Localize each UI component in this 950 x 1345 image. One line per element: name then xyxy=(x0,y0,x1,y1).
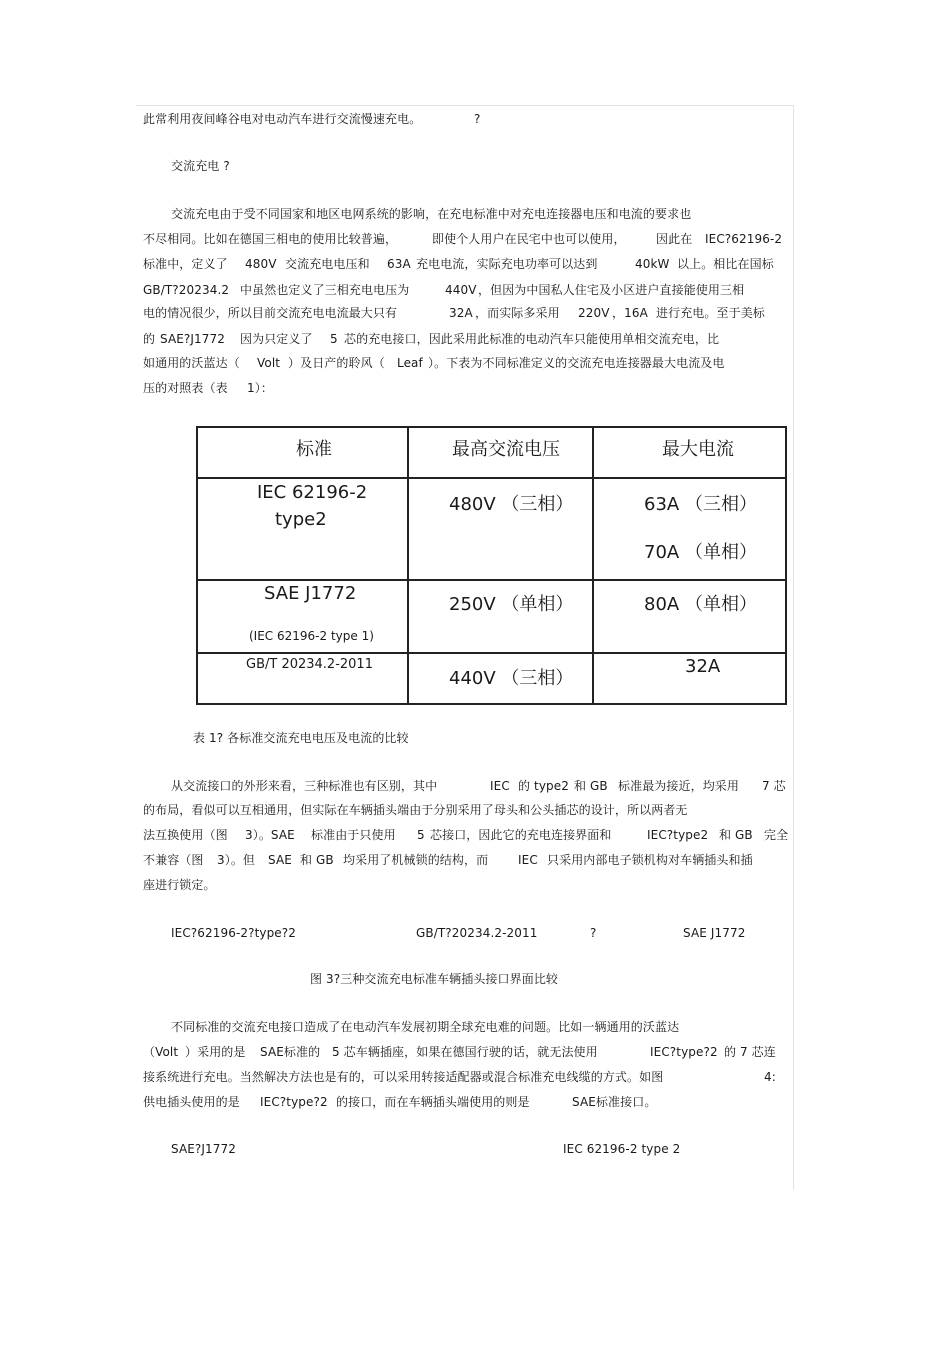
p2-line-1b: IEC xyxy=(490,779,510,793)
p2-line-4b: 3）。但 xyxy=(217,853,256,867)
std-iec-line2: type2 xyxy=(275,509,327,530)
voltage-gb: 440V （三相） xyxy=(449,668,574,689)
p1-line-8b: 1）： xyxy=(247,381,273,395)
fig3-label-mark: ? xyxy=(590,926,597,940)
p3-line-4b: IEC?type?2 xyxy=(260,1095,328,1109)
p1-line-2b: 即使个人用户在民宅中也可以使用， xyxy=(432,232,626,246)
p2-line-3e: 芯接口，因此它的充电连接界面和 xyxy=(430,828,612,842)
p1-line-1: 交流充电由于受不同国家和地区电网系统的影响，在充电标准中对充电连接器电压和电流的要求也 xyxy=(171,207,692,221)
p1-line-2d: IEC?62196-2 xyxy=(705,232,783,246)
cell-current xyxy=(593,478,786,580)
current-iec-3phase: 63A （三相） xyxy=(644,494,757,515)
p1-line-5a: 电的情况很少，所以目前交流充电电流最大只有 xyxy=(143,306,398,320)
p3-line-2e: IEC?type?2 xyxy=(650,1045,718,1059)
p3-line-2c: SAE标准的 xyxy=(260,1045,321,1059)
p2-line-3d: 5 xyxy=(417,828,425,842)
table-caption: 表 1? 各标准交流充电电压及电流的比较 xyxy=(193,731,409,745)
p1-line-3a: 标准中，定义了 xyxy=(143,257,228,271)
table-row xyxy=(197,478,786,580)
std-sae-line1: SAE J1772 xyxy=(264,583,357,604)
current-iec-1phase: 70A （单相） xyxy=(644,542,757,563)
p2-line-4a: 不兼容（图 xyxy=(143,853,204,867)
p2-line-3g: 和 GB xyxy=(719,828,753,842)
voltage-sae: 250V （单相） xyxy=(449,594,574,615)
p1-line-5d: 220V xyxy=(578,306,610,320)
p3-line-4a: 供电插头使用的是 xyxy=(143,1095,240,1109)
p3-line-4d: SAE标准接口。 xyxy=(572,1095,657,1109)
p1-line-3e: 充电电流，实际充电功率可以达到 xyxy=(416,257,598,271)
p3-line-4c: 的接口，而在车辆插头端使用的则是 xyxy=(336,1095,530,1109)
header-max-voltage: 最高交流电压 xyxy=(452,439,560,460)
p2-line-4f: IEC xyxy=(518,853,538,867)
p2-line-3b: 3）。SAE xyxy=(245,828,295,842)
p1-line-3c: 交流充电电压和 xyxy=(285,257,370,271)
p2-line-3h: 完全 xyxy=(764,828,789,842)
p1-line-7c: ）及日产的聆风（ xyxy=(288,356,385,370)
std-iec-line1: IEC 62196-2 xyxy=(257,482,368,503)
p1-line-7d: Leaf xyxy=(397,356,423,370)
p3-line-3b: 4: xyxy=(764,1070,776,1084)
p2-line-4e: 均采用了机械锁的结构，而 xyxy=(343,853,489,867)
current-gb: 32A xyxy=(685,656,721,677)
table-row xyxy=(197,653,786,704)
cell-standard xyxy=(197,580,408,653)
p3-line-2f: 的 7 芯连 xyxy=(724,1045,776,1059)
table-header-row xyxy=(197,427,786,478)
fig3-label-iec: IEC?62196-2?type?2 xyxy=(171,926,296,940)
header-cell-voltage xyxy=(408,427,593,478)
p1-line-5c: ，而实际多采用 xyxy=(475,306,560,320)
p1-line-3f: 40kW xyxy=(635,257,670,271)
p2-line-5: 座进行锁定。 xyxy=(143,878,216,892)
p2-line-3a: 法互换使用（图 xyxy=(143,828,228,842)
p2-line-1d: 和 GB xyxy=(574,779,608,793)
cell-voltage xyxy=(408,478,593,580)
fig4-label-iec: IEC 62196-2 type 2 xyxy=(563,1142,681,1156)
p1-line-6c: 因为只定义了 xyxy=(240,332,313,346)
voltage-iec: 480V （三相） xyxy=(449,494,574,515)
p1-line-2c: 因此在 xyxy=(656,232,693,246)
cell-current xyxy=(593,653,786,704)
page-right-rule xyxy=(793,105,794,1190)
p2-line-3c: 标准由于只使用 xyxy=(311,828,396,842)
cell-standard xyxy=(197,653,408,704)
p1-line-3b: 480V xyxy=(245,257,277,271)
fig3-label-gb: GB/T?20234.2-2011 xyxy=(416,926,538,940)
p1-line-6d: 5 xyxy=(330,332,338,346)
p1-line-3d: 63A xyxy=(387,257,411,271)
intro-line: 此常利用夜间峰谷电对电动汽车进行交流慢速充电。 xyxy=(143,112,422,126)
p1-line-5e: ，16A xyxy=(612,306,648,320)
section-heading: 交流充电 ? xyxy=(171,159,230,173)
p3-line-2a: （Volt xyxy=(143,1045,179,1059)
p2-line-1e: 标准最为接近，均采用 xyxy=(618,779,740,793)
p1-line-6b: SAE?J1772 xyxy=(160,332,225,346)
cell-standard xyxy=(197,478,408,580)
p2-line-4c: SAE xyxy=(268,853,292,867)
cell-voltage xyxy=(408,653,593,704)
p1-line-5b: 32A xyxy=(449,306,473,320)
p1-line-3g: 以上。相比在国标 xyxy=(677,257,774,271)
intro-mark: ? xyxy=(474,112,481,126)
p3-line-2b: ）采用的是 xyxy=(185,1045,246,1059)
current-sae: 80A （单相） xyxy=(644,594,757,615)
cell-voltage xyxy=(408,580,593,653)
header-max-current: 最大电流 xyxy=(662,439,734,460)
p3-line-1: 不同标准的交流充电接口造成了在电动汽车发展初期全球充电难的问题。比如一辆通用的沃蓝达 xyxy=(171,1020,680,1034)
fig3-label-sae: SAE J1772 xyxy=(683,926,746,940)
p2-line-1f: 7 芯 xyxy=(762,779,786,793)
p2-line-3f: IEC?type2 xyxy=(647,828,709,842)
p1-line-8a: 压的对照表（表 xyxy=(143,381,228,395)
p2-line-2: 的布局，看似可以互相通用，但实际在车辆插头端由于分别采用了母头和公头插芯的设计，所以两者无 xyxy=(143,803,688,817)
header-cell-standard xyxy=(197,427,408,478)
std-gb: GB/T 20234.2-2011 xyxy=(246,657,373,672)
p1-line-7a: 如通用的沃蓝达（ xyxy=(143,356,240,370)
p1-line-5f: 进行充电。至于美标 xyxy=(656,306,765,320)
p1-line-4c: 440V xyxy=(445,283,477,297)
std-sae-line2: (IEC 62196-2 type 1) xyxy=(249,629,374,643)
p1-line-2a: 不尽相同。比如在德国三相电的使用比较普遍， xyxy=(143,232,398,246)
p1-line-4d: ，但因为中国私人住宅及小区进户直接能使用三相 xyxy=(478,283,745,297)
p1-line-4a: GB/T?20234.2 xyxy=(143,283,230,297)
page-top-rule xyxy=(136,105,794,106)
p1-line-7b: Volt xyxy=(257,356,281,370)
figure-3-caption: 图 3?三种交流充电标准车辆插头接口界面比较 xyxy=(310,972,559,986)
p2-line-1a: 从交流接口的外形来看，三种标准也有区别，其中 xyxy=(171,779,438,793)
fig4-label-sae: SAE?J1772 xyxy=(171,1142,236,1156)
header-cell-current xyxy=(593,427,786,478)
table-row xyxy=(197,580,786,653)
p1-line-6a: 的 xyxy=(143,332,156,346)
comparison-table xyxy=(196,426,787,705)
header-standard: 标准 xyxy=(296,439,332,460)
p2-line-1c: 的 type2 xyxy=(518,779,569,793)
p1-line-6e: 芯的充电接口，因此采用此标准的电动汽车只能使用单相交流充电，比 xyxy=(344,332,720,346)
cell-current xyxy=(593,580,786,653)
p3-line-3a: 接系统进行充电。当然解决方法也是有的，可以采用转接适配器或混合标准充电线缆的方式。如图 xyxy=(143,1070,664,1084)
p1-line-7e: ）。下表为不同标准定义的交流充电连接器最大电流及电 xyxy=(428,356,725,370)
p1-line-4b: 中虽然也定义了三相充电电压为 xyxy=(240,283,410,297)
p2-line-4g: 只采用内部电子锁机构对车辆插头和插 xyxy=(547,853,753,867)
p3-line-2d: 5 芯车辆插座，如果在德国行驶的话，就无法使用 xyxy=(332,1045,598,1059)
p2-line-4d: 和 GB xyxy=(300,853,334,867)
